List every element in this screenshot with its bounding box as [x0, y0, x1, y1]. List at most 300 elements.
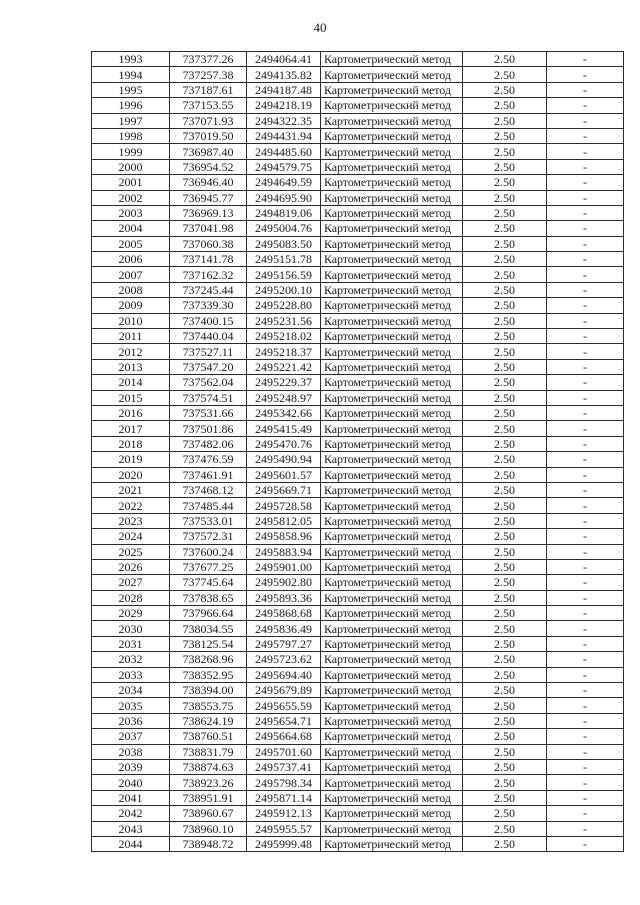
accuracy-cell: 2.50: [463, 390, 547, 405]
x-coordinate-cell: 738352.95: [170, 667, 247, 682]
y-coordinate-cell: 2495871.14: [247, 790, 321, 805]
table-row: [92, 544, 624, 559]
note-cell: -: [547, 175, 624, 190]
point-number-cell: 2021: [92, 482, 170, 497]
y-coordinate-cell: 2495654.71: [247, 713, 321, 728]
note-cell: -: [547, 790, 624, 805]
table-row: [92, 144, 624, 159]
method-cell: Картометрический метод: [321, 390, 463, 405]
note-cell: -: [547, 606, 624, 621]
x-coordinate-cell: 736945.77: [170, 190, 247, 205]
y-coordinate-cell: 2495737.41: [247, 759, 321, 774]
point-number-cell: 1999: [92, 144, 170, 159]
point-number-cell: 2019: [92, 452, 170, 467]
accuracy-cell: 2.50: [463, 759, 547, 774]
point-number-cell: 2029: [92, 606, 170, 621]
point-number-cell: 1998: [92, 128, 170, 143]
point-number-cell: 2040: [92, 775, 170, 790]
accuracy-cell: 2.50: [463, 421, 547, 436]
y-coordinate-cell: 2495229.37: [247, 375, 321, 390]
point-number-cell: 2044: [92, 836, 170, 851]
y-coordinate-cell: 2495694.40: [247, 667, 321, 682]
accuracy-cell: 2.50: [463, 159, 547, 174]
method-cell: Картометрический метод: [321, 467, 463, 482]
method-cell: Картометрический метод: [321, 667, 463, 682]
accuracy-cell: 2.50: [463, 606, 547, 621]
point-number-cell: 2012: [92, 344, 170, 359]
x-coordinate-cell: 738034.55: [170, 621, 247, 636]
method-cell: Картометрический метод: [321, 67, 463, 82]
method-cell: Картометрический метод: [321, 267, 463, 282]
note-cell: -: [547, 159, 624, 174]
method-cell: Картометрический метод: [321, 606, 463, 621]
table-row: [92, 836, 624, 851]
y-coordinate-cell: 2494135.82: [247, 67, 321, 82]
x-coordinate-cell: 738948.72: [170, 836, 247, 851]
table-row: [92, 559, 624, 574]
note-cell: -: [547, 636, 624, 651]
point-number-cell: 2020: [92, 467, 170, 482]
y-coordinate-cell: 2495470.76: [247, 436, 321, 451]
method-cell: Картометрический метод: [321, 221, 463, 236]
point-number-cell: 2034: [92, 683, 170, 698]
point-number-cell: 2027: [92, 575, 170, 590]
table-row: [92, 806, 624, 821]
note-cell: -: [547, 836, 624, 851]
point-number-cell: 2003: [92, 205, 170, 220]
point-number-cell: 2035: [92, 698, 170, 713]
method-cell: Картометрический метод: [321, 575, 463, 590]
method-cell: Картометрический метод: [321, 190, 463, 205]
y-coordinate-cell: 2494819.06: [247, 205, 321, 220]
table-row: [92, 67, 624, 82]
x-coordinate-cell: 738760.51: [170, 729, 247, 744]
accuracy-cell: 2.50: [463, 267, 547, 282]
note-cell: -: [547, 806, 624, 821]
point-number-cell: 2011: [92, 329, 170, 344]
note-cell: -: [547, 144, 624, 159]
note-cell: -: [547, 544, 624, 559]
table-row: [92, 452, 624, 467]
y-coordinate-cell: 2495342.66: [247, 405, 321, 420]
accuracy-cell: 2.50: [463, 744, 547, 759]
method-cell: Картометрический метод: [321, 836, 463, 851]
accuracy-cell: 2.50: [463, 236, 547, 251]
y-coordinate-cell: 2494218.19: [247, 98, 321, 113]
table-row: [92, 513, 624, 528]
accuracy-cell: 2.50: [463, 806, 547, 821]
method-cell: Картометрический метод: [321, 482, 463, 497]
y-coordinate-cell: 2495151.78: [247, 252, 321, 267]
x-coordinate-cell: 737572.31: [170, 529, 247, 544]
method-cell: Картометрический метод: [321, 405, 463, 420]
method-cell: Картометрический метод: [321, 113, 463, 128]
table-row: [92, 175, 624, 190]
note-cell: -: [547, 313, 624, 328]
point-number-cell: 2018: [92, 436, 170, 451]
point-number-cell: 2038: [92, 744, 170, 759]
y-coordinate-cell: 2495664.68: [247, 729, 321, 744]
accuracy-cell: 2.50: [463, 298, 547, 313]
table-row: [92, 667, 624, 682]
point-number-cell: 2030: [92, 621, 170, 636]
table-row: [92, 329, 624, 344]
note-cell: -: [547, 67, 624, 82]
y-coordinate-cell: 2495893.36: [247, 590, 321, 605]
x-coordinate-cell: 737339.30: [170, 298, 247, 313]
x-coordinate-cell: 737041.98: [170, 221, 247, 236]
accuracy-cell: 2.50: [463, 544, 547, 559]
method-cell: Картометрический метод: [321, 713, 463, 728]
accuracy-cell: 2.50: [463, 175, 547, 190]
point-number-cell: 1994: [92, 67, 170, 82]
accuracy-cell: 2.50: [463, 344, 547, 359]
note-cell: -: [547, 98, 624, 113]
accuracy-cell: 2.50: [463, 513, 547, 528]
point-number-cell: 2043: [92, 821, 170, 836]
y-coordinate-cell: 2495669.71: [247, 482, 321, 497]
note-cell: -: [547, 683, 624, 698]
accuracy-cell: 2.50: [463, 559, 547, 574]
y-coordinate-cell: 2495728.58: [247, 498, 321, 513]
table-row: [92, 621, 624, 636]
x-coordinate-cell: 738268.96: [170, 652, 247, 667]
note-cell: -: [547, 405, 624, 420]
point-number-cell: 2014: [92, 375, 170, 390]
accuracy-cell: 2.50: [463, 667, 547, 682]
note-cell: -: [547, 621, 624, 636]
table-row: [92, 267, 624, 282]
x-coordinate-cell: 737060.38: [170, 236, 247, 251]
x-coordinate-cell: 737440.04: [170, 329, 247, 344]
accuracy-cell: 2.50: [463, 282, 547, 297]
note-cell: -: [547, 267, 624, 282]
accuracy-cell: 2.50: [463, 529, 547, 544]
x-coordinate-cell: 736946.40: [170, 175, 247, 190]
table-row: [92, 282, 624, 297]
x-coordinate-cell: 737527.11: [170, 344, 247, 359]
accuracy-cell: 2.50: [463, 790, 547, 805]
table-row: [92, 159, 624, 174]
x-coordinate-cell: 737461.91: [170, 467, 247, 482]
note-cell: -: [547, 713, 624, 728]
table-row: [92, 713, 624, 728]
point-number-cell: 2028: [92, 590, 170, 605]
method-cell: Картометрический метод: [321, 652, 463, 667]
page-number: 40: [313, 20, 327, 35]
x-coordinate-cell: 738831.79: [170, 744, 247, 759]
y-coordinate-cell: 2495901.00: [247, 559, 321, 574]
method-cell: Картометрический метод: [321, 683, 463, 698]
y-coordinate-cell: 2494485.60: [247, 144, 321, 159]
point-number-cell: 2023: [92, 513, 170, 528]
note-cell: -: [547, 759, 624, 774]
method-cell: Картометрический метод: [321, 52, 463, 67]
y-coordinate-cell: 2495701.60: [247, 744, 321, 759]
table-row: [92, 436, 624, 451]
y-coordinate-cell: 2495248.97: [247, 390, 321, 405]
point-number-cell: 1993: [92, 52, 170, 67]
method-cell: Картометрический метод: [321, 159, 463, 174]
accuracy-cell: 2.50: [463, 590, 547, 605]
x-coordinate-cell: 738923.26: [170, 775, 247, 790]
note-cell: -: [547, 329, 624, 344]
method-cell: Картометрический метод: [321, 590, 463, 605]
y-coordinate-cell: 2495228.80: [247, 298, 321, 313]
y-coordinate-cell: 2495083.50: [247, 236, 321, 251]
accuracy-cell: 2.50: [463, 405, 547, 420]
accuracy-cell: 2.50: [463, 329, 547, 344]
accuracy-cell: 2.50: [463, 190, 547, 205]
x-coordinate-cell: 736969.13: [170, 205, 247, 220]
accuracy-cell: 2.50: [463, 729, 547, 744]
x-coordinate-cell: 737838.65: [170, 590, 247, 605]
method-cell: Картометрический метод: [321, 821, 463, 836]
note-cell: -: [547, 298, 624, 313]
x-coordinate-cell: 737400.15: [170, 313, 247, 328]
note-cell: -: [547, 282, 624, 297]
note-cell: -: [547, 575, 624, 590]
accuracy-cell: 2.50: [463, 452, 547, 467]
x-coordinate-cell: 737562.04: [170, 375, 247, 390]
accuracy-cell: 2.50: [463, 698, 547, 713]
y-coordinate-cell: 2494649.59: [247, 175, 321, 190]
note-cell: -: [547, 729, 624, 744]
accuracy-cell: 2.50: [463, 652, 547, 667]
table-row: [92, 98, 624, 113]
note-cell: -: [547, 205, 624, 220]
accuracy-cell: 2.50: [463, 144, 547, 159]
y-coordinate-cell: 2495883.94: [247, 544, 321, 559]
method-cell: Картометрический метод: [321, 744, 463, 759]
point-number-cell: 2017: [92, 421, 170, 436]
accuracy-cell: 2.50: [463, 482, 547, 497]
method-cell: Картометрический метод: [321, 806, 463, 821]
note-cell: -: [547, 744, 624, 759]
method-cell: Картометрический метод: [321, 544, 463, 559]
note-cell: -: [547, 821, 624, 836]
x-coordinate-cell: 737482.06: [170, 436, 247, 451]
note-cell: -: [547, 698, 624, 713]
table-row: [92, 652, 624, 667]
point-number-cell: 2036: [92, 713, 170, 728]
y-coordinate-cell: 2494695.90: [247, 190, 321, 205]
point-number-cell: 2025: [92, 544, 170, 559]
x-coordinate-cell: 737377.26: [170, 52, 247, 67]
x-coordinate-cell: 737600.24: [170, 544, 247, 559]
method-cell: Картометрический метод: [321, 698, 463, 713]
note-cell: -: [547, 559, 624, 574]
y-coordinate-cell: 2495200.10: [247, 282, 321, 297]
table-row: [92, 113, 624, 128]
table-row: [92, 405, 624, 420]
method-cell: Картометрический метод: [321, 144, 463, 159]
table-row: [92, 252, 624, 267]
accuracy-cell: 2.50: [463, 313, 547, 328]
point-number-cell: 1996: [92, 98, 170, 113]
y-coordinate-cell: 2495858.96: [247, 529, 321, 544]
x-coordinate-cell: 737485.44: [170, 498, 247, 513]
method-cell: Картометрический метод: [321, 252, 463, 267]
accuracy-cell: 2.50: [463, 67, 547, 82]
accuracy-cell: 2.50: [463, 205, 547, 220]
x-coordinate-cell: 737501.86: [170, 421, 247, 436]
method-cell: Картометрический метод: [321, 790, 463, 805]
method-cell: Картометрический метод: [321, 513, 463, 528]
method-cell: Картометрический метод: [321, 205, 463, 220]
y-coordinate-cell: 2495955.57: [247, 821, 321, 836]
method-cell: Картометрический метод: [321, 313, 463, 328]
table-row: [92, 313, 624, 328]
table-row: [92, 52, 624, 67]
point-number-cell: 2010: [92, 313, 170, 328]
x-coordinate-cell: 737141.78: [170, 252, 247, 267]
table-row: [92, 221, 624, 236]
table-row: [92, 636, 624, 651]
y-coordinate-cell: 2494064.41: [247, 52, 321, 67]
accuracy-cell: 2.50: [463, 82, 547, 97]
x-coordinate-cell: 736987.40: [170, 144, 247, 159]
point-number-cell: 2033: [92, 667, 170, 682]
note-cell: -: [547, 390, 624, 405]
note-cell: -: [547, 452, 624, 467]
method-cell: Картометрический метод: [321, 236, 463, 251]
accuracy-cell: 2.50: [463, 436, 547, 451]
accuracy-cell: 2.50: [463, 836, 547, 851]
method-cell: Картометрический метод: [321, 636, 463, 651]
x-coordinate-cell: 737476.59: [170, 452, 247, 467]
method-cell: Картометрический метод: [321, 421, 463, 436]
table-row: [92, 344, 624, 359]
method-cell: Картометрический метод: [321, 621, 463, 636]
method-cell: Картометрический метод: [321, 82, 463, 97]
point-number-cell: 2005: [92, 236, 170, 251]
table-row: [92, 498, 624, 513]
y-coordinate-cell: 2495218.02: [247, 329, 321, 344]
accuracy-cell: 2.50: [463, 713, 547, 728]
point-number-cell: 1997: [92, 113, 170, 128]
x-coordinate-cell: 737019.50: [170, 128, 247, 143]
table-row: [92, 359, 624, 374]
method-cell: Картометрический метод: [321, 436, 463, 451]
table-row: [92, 606, 624, 621]
note-cell: -: [547, 482, 624, 497]
table-row: [92, 375, 624, 390]
point-number-cell: 2031: [92, 636, 170, 651]
table-row: [92, 790, 624, 805]
y-coordinate-cell: 2495902.80: [247, 575, 321, 590]
x-coordinate-cell: 737531.66: [170, 405, 247, 420]
point-number-cell: 2004: [92, 221, 170, 236]
point-number-cell: 2032: [92, 652, 170, 667]
method-cell: Картометрический метод: [321, 759, 463, 774]
table-row: [92, 390, 624, 405]
accuracy-cell: 2.50: [463, 221, 547, 236]
table-row: [92, 575, 624, 590]
point-number-cell: 2006: [92, 252, 170, 267]
accuracy-cell: 2.50: [463, 467, 547, 482]
note-cell: -: [547, 498, 624, 513]
method-cell: Картометрический метод: [321, 775, 463, 790]
y-coordinate-cell: 2495797.27: [247, 636, 321, 651]
table-row: [92, 467, 624, 482]
y-coordinate-cell: 2495655.59: [247, 698, 321, 713]
x-coordinate-cell: 737468.12: [170, 482, 247, 497]
note-cell: -: [547, 375, 624, 390]
note-cell: -: [547, 421, 624, 436]
point-number-cell: 2042: [92, 806, 170, 821]
x-coordinate-cell: 738960.67: [170, 806, 247, 821]
y-coordinate-cell: 2495221.42: [247, 359, 321, 374]
y-coordinate-cell: 2494322.35: [247, 113, 321, 128]
accuracy-cell: 2.50: [463, 375, 547, 390]
y-coordinate-cell: 2495999.48: [247, 836, 321, 851]
point-number-cell: 2026: [92, 559, 170, 574]
x-coordinate-cell: 737071.93: [170, 113, 247, 128]
y-coordinate-cell: 2495156.59: [247, 267, 321, 282]
x-coordinate-cell: 737677.25: [170, 559, 247, 574]
accuracy-cell: 2.50: [463, 621, 547, 636]
method-cell: Картометрический метод: [321, 498, 463, 513]
method-cell: Картометрический метод: [321, 329, 463, 344]
method-cell: Картометрический метод: [321, 282, 463, 297]
note-cell: -: [547, 590, 624, 605]
note-cell: -: [547, 82, 624, 97]
note-cell: -: [547, 221, 624, 236]
method-cell: Картометрический метод: [321, 375, 463, 390]
note-cell: -: [547, 52, 624, 67]
accuracy-cell: 2.50: [463, 52, 547, 67]
accuracy-cell: 2.50: [463, 128, 547, 143]
x-coordinate-cell: 737547.20: [170, 359, 247, 374]
point-number-cell: 2041: [92, 790, 170, 805]
x-coordinate-cell: 738394.00: [170, 683, 247, 698]
x-coordinate-cell: 738951.91: [170, 790, 247, 805]
coordinates-table-body: [92, 52, 624, 852]
table-row: [92, 236, 624, 251]
point-number-cell: 2009: [92, 298, 170, 313]
point-number-cell: 2024: [92, 529, 170, 544]
point-number-cell: 2008: [92, 282, 170, 297]
note-cell: -: [547, 667, 624, 682]
note-cell: -: [547, 190, 624, 205]
x-coordinate-cell: 738624.19: [170, 713, 247, 728]
accuracy-cell: 2.50: [463, 252, 547, 267]
table-row: [92, 128, 624, 143]
x-coordinate-cell: 737745.64: [170, 575, 247, 590]
method-cell: Картометрический метод: [321, 98, 463, 113]
note-cell: -: [547, 344, 624, 359]
note-cell: -: [547, 652, 624, 667]
note-cell: -: [547, 359, 624, 374]
point-number-cell: 2007: [92, 267, 170, 282]
note-cell: -: [547, 513, 624, 528]
note-cell: -: [547, 252, 624, 267]
table-row: [92, 190, 624, 205]
y-coordinate-cell: 2494579.75: [247, 159, 321, 174]
point-number-cell: 2037: [92, 729, 170, 744]
x-coordinate-cell: 737153.55: [170, 98, 247, 113]
y-coordinate-cell: 2495490.94: [247, 452, 321, 467]
x-coordinate-cell: 737187.61: [170, 82, 247, 97]
accuracy-cell: 2.50: [463, 821, 547, 836]
method-cell: Картометрический метод: [321, 298, 463, 313]
y-coordinate-cell: 2495218.37: [247, 344, 321, 359]
y-coordinate-cell: 2494431.94: [247, 128, 321, 143]
note-cell: -: [547, 128, 624, 143]
x-coordinate-cell: 737162.32: [170, 267, 247, 282]
x-coordinate-cell: 737966.64: [170, 606, 247, 621]
